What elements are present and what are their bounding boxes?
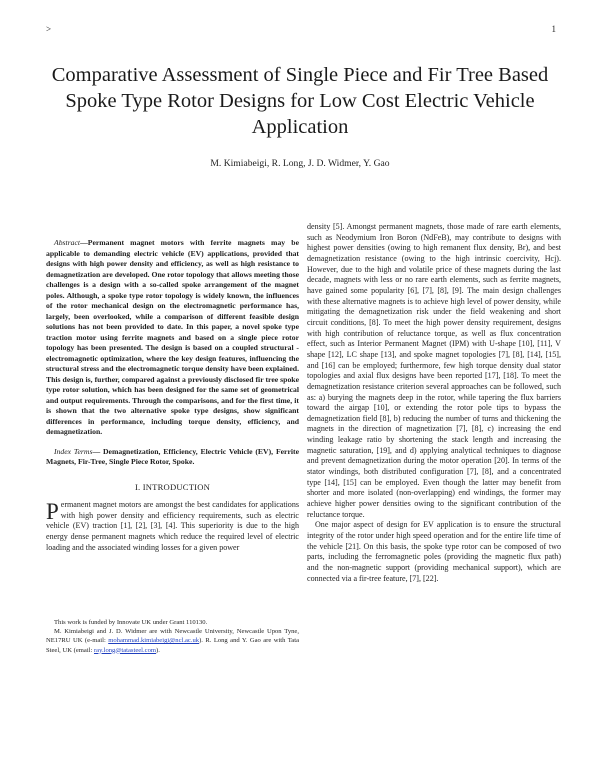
introduction-paragraph xyxy=(46,500,299,553)
body-paragraph-1: density [5]. Amongst permanent magnets, those made of rare earth elements, such as Neodymium Iron Boron (NdFeB), may contribute to designs with highest power densities (owing to high remanent flux density, Br), and best demagnetization resistance (owing to the high intrinsic coercivity, Hcj). However, due to the high and volatile price of these magnets during the last decade, magnets with less or no rare earth elements, such as ferrite magnets, have gained some popularity [6], [7], [8], [9]. The main design challenges with these alternative magnets is to achieve high level of power density, while mitigating the demagnetization risk under the field weakening and short circuit conditions, [8]. To meet the high power density requirement, designs with high contribution of reluctance torque, as well as flux concentration effect, such as Interior Permanent Magnet (IPM) with U-shape [10], [11], V shape [12], LC shape [13], and spoke magnet topologies [7], [8], [14], [15], and [16] can be employed; furthermore, few high torque density dual stator topologies and axial flux designs have been reported [17], [18]. To meet the demagnetization resistance criterion several approaches can be followed, such as: a) burying the magnets deep in the rotor, while tapering the flux barriers toward the airgap [10], or extending the rotor pole tips to bypass the demagnetization field [8], b) reducing the number of turns and thickening the magnets in the direction of magnetization [7], [8], c) increasing the end winding leakage ratio by shortening the stack length and increasing the magnetic saturation, [19], and d) applying analytical techniques to diagnose and prevent demagnetization during the motor operation [20]. In terms of the stator windings, both distributed configuration [7], [8], and a concentrated type [14], [15] can be employed. Even though the latter may benefit from shorter and more isolated (non-overlapping) end windings, the former may achieve higher power densities owing to the significant contribution of the reluctance torque. xyxy=(307,222,561,519)
introduction-text: ermanent magnet motors are amongst the best candidates for applications with high power density and efficiency requirements, such as electric vehicle (EV) traction [1], [2], [3], [4]. This superiority is due to the high energy dense permanent magnets which reduce the required level of electric loading and the associated winding losses for a given power xyxy=(46,500,299,552)
abstract-body: —Permanent magnet motors with ferrite magnets may be applicable to demanding electric vehicle (EV) applications, provided that designs with high power density and efficiency, as well as high resistance to demagnetization are developed. One rotor topology that allows meeting those challenges is a design with a so-called spoke arrangement of the magnet poles. Although, a spoke type rotor topology is widely known, the influences of the rotor mechanical design on the electromagnetic performance has, largely, been overlooked, while a comparison of different feasible design solutions has not been provided to date. In this paper, a novel spoke type traction motor using ferrite magnets and based on a single piece rotor topology has been presented. The design is based on a coupled structural - electromagnetic optimization, where the key design features, influencing the structural stress and the electromagnetic torque density have been explained. This design is, further, compared against a previously disclosed fir tree spoke type rotor solution, which has been designed for the same set of geometrical and output requirements. Through the comparisons, and for the first time, it is shown that the two alternative spoke type designs, show significant differences in performance, including torque density, efficiency, and demagnetization. xyxy=(46,238,299,436)
body-paragraph-2: One major aspect of design for EV application is to ensure the structural integrity of the rotor under high speed operation and for the entire life time of the vehicle [21]. On this basis, the spoke type rotor can be composed of two parts, including the ferromagnetic poles (providing the magnetic flux path) and the non-magnetic support (providing mechanical support), which are connected via a fir-tree feature, [7], [22]. xyxy=(307,520,561,583)
index-terms-body: — Demagnetization, Efficiency, Electric Vehicle (EV), Ferrite Magnets, Fir-Tree, Single Piece Rotor, Spoke. xyxy=(46,446,299,466)
dropcap-letter: P xyxy=(46,499,59,525)
footnote-funding: This work is funded by Innovate UK under Grant 110130. xyxy=(54,619,208,626)
section-heading-introduction: I. INTRODUCTION xyxy=(134,481,211,492)
right-column xyxy=(307,222,561,584)
paper-title: Comparative Assessment of Single Piece and Fir Tree Based Spoke Type Rotor Designs for Low Cost Electric Vehicle Application xyxy=(51,64,549,138)
footnote-affiliation-pre: M. Kimiabeigi and J. D. Widmer are with Newcastle University, Newcastle Upon Tyne, NE17RU UK (e-mail: xyxy=(46,628,299,645)
email-link-long[interactable]: ray.long@tatasteel.com xyxy=(93,646,157,654)
paper-authors: M. Kimiabeigi, R. Long, J. D. Widmer, Y. Gao xyxy=(210,158,390,169)
footnotes xyxy=(46,618,299,655)
abstract-lead: Abstract xyxy=(54,238,81,247)
index-terms xyxy=(46,447,299,468)
page-number: 1 xyxy=(551,24,556,34)
footnote-affiliation xyxy=(46,627,299,655)
header-mark: > xyxy=(46,24,52,34)
email-link-kimiabeigi[interactable]: mohammad.kimiabeigi@ncl.ac.uk xyxy=(108,637,200,645)
left-column xyxy=(46,238,299,553)
abstract xyxy=(46,238,299,438)
index-terms-lead: Index Terms xyxy=(54,446,93,456)
footnote-affiliation-post: ). xyxy=(156,646,160,654)
footnote-affiliation-mid: ). R. Long and Y. Gao are with Tata Steel, UK (email: xyxy=(46,637,299,654)
